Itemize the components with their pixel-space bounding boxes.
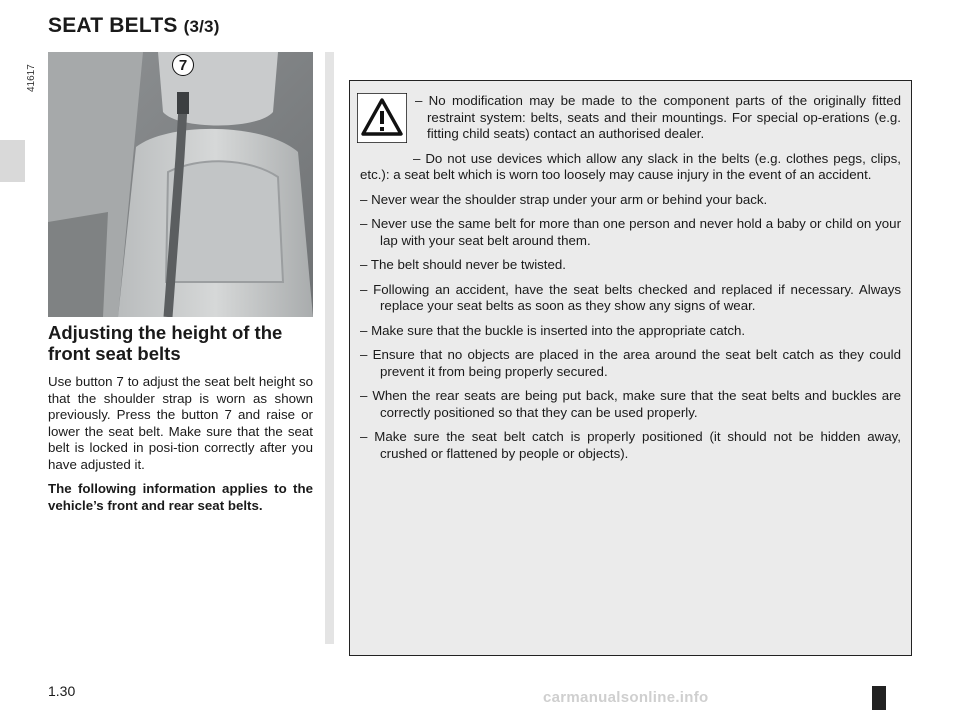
warning-modification: – No modification may be made to the component parts of the originally fitted restraint system: belts, seats and their mountings. For special op-erations (e.g. fitting child seats) contact an authorised dealer.	[415, 93, 901, 141]
warning-item: – When the rear seats are being put back, make sure that the seat belts and buckles are correctly positioned so that they can be used properly.	[360, 388, 901, 420]
corner-marker	[872, 686, 886, 710]
warning-item: – Following an accident, have the seat belts checked and replaced if necessary. Always replace your seat belts as soon as they show any signs of wear.	[360, 281, 901, 313]
photo-reference-code: 41617	[26, 64, 37, 92]
warning-item: – Make sure that the buckle is inserted into the appropriate catch.	[360, 322, 746, 338]
warning-item: – Make sure the seat belt catch is properly positioned (it should not be hidden away, crushed or flattened by people or objects).	[360, 429, 901, 461]
column-divider	[325, 52, 334, 644]
warning-triangle-icon	[357, 93, 407, 143]
warning-slack-devices: – Do not use devices which allow any slack in the belts (e.g. clothes pegs, clips, etc.): a seat belt which is worn too loosely may cause injury in the event of an accident.	[360, 150, 901, 182]
page-title-part: (3/3)	[183, 17, 220, 36]
watermark: carmanualsonline.info	[543, 689, 709, 706]
callout-7: 7	[172, 54, 194, 76]
page-title-text: SEAT BELTS	[48, 14, 178, 37]
warning-item: – Never wear the shoulder strap under your arm or behind your back.	[360, 191, 768, 207]
warning-item: – The belt should never be twisted.	[360, 257, 566, 272]
adjusting-paragraph: Use button 7 to adjust the seat belt height so that the shoulder strap is worn as shown previously. Press the button 7 and raise or lower the seat belt. Make sure that the seat belt is locked in posi-tion correctly after you have adjusted it.	[48, 374, 313, 472]
warning-box	[349, 80, 912, 656]
seat-belt-photo	[48, 52, 313, 317]
page-title	[48, 14, 220, 38]
warning-item: – Never use the same belt for more than one person and never hold a baby or child on your lap with your seat belt around them.	[360, 216, 901, 248]
section-heading: Adjusting the height of the front seat belts	[48, 322, 283, 364]
applies-note: The following information applies to the vehicle’s front and rear seat belts.	[48, 481, 313, 513]
section-tab	[0, 140, 25, 182]
left-column	[48, 322, 313, 522]
page-number: 1.30	[48, 683, 76, 699]
warning-item: – Ensure that no objects are placed in the area around the seat belt catch as they could prevent it from being properly secured.	[360, 347, 901, 379]
